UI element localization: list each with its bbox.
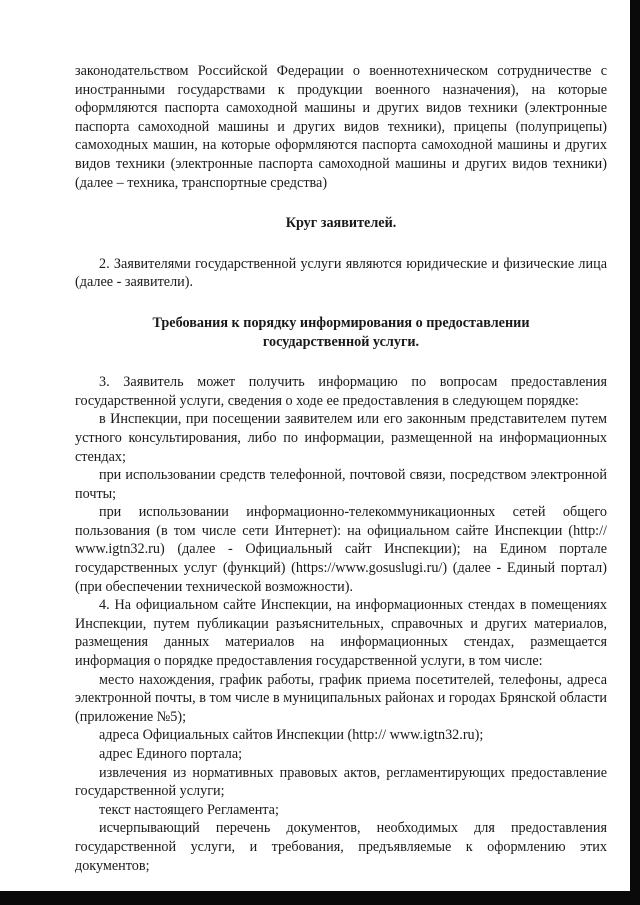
paragraph-3-item-2: при использовании средств телефонной, почтовой связи, посредством электронной почты; (75, 467, 607, 502)
paragraph-3-item-1: в Инспекции, при посещении заявителем или его законным представителем путем устного консультирования, либо по информации, размещенной на информационных стендах; (75, 411, 607, 465)
scan-edge-bottom (0, 891, 640, 905)
spacer (75, 233, 607, 255)
document-body (75, 62, 607, 875)
spacer (75, 292, 607, 314)
paragraph-4-item-4: извлечения из нормативных правовых актов, регламентирующих предоставление государственной услуги; (75, 764, 607, 800)
heading-requirements-line2: государственной услуги. (262, 333, 420, 350)
heading-requirements-line1: Требования к порядку информирования о предоставлении (152, 314, 530, 331)
paragraph-4-item-6: исчерпывающий перечень документов, необходимых для предоставления государственной услуги, и требования, предъявляемые к оформлению этих документов; (75, 820, 607, 874)
paragraph-4: 4. На официальном сайте Инспекции, на информационных стендах в помещениях Инспекции, путем публикации разъяснительных, справочных и других материалов, размещения данных материалов на информационных стендах, размещается информация о порядке предоставления государственной услуги, в том числе: (75, 597, 607, 670)
paragraph-4-item-1: место нахождения, график работы, график приема посетителей, телефоны, адреса электронной почты, в том числе в муниципальных районах и городах Брянской области (приложение №5); (75, 671, 607, 725)
scan-edge-right (630, 0, 640, 905)
paragraph-4-item-3: адрес Единого портала; (99, 746, 243, 762)
paragraph-3: 3. Заявитель может получить информацию по вопросам предоставления государственной услуги, сведения о ходе ее предоставления в следующем порядке: (75, 374, 607, 409)
spacer (75, 192, 607, 214)
spacer (75, 351, 607, 373)
paragraph-4-item-5: текст настоящего Регламента; (99, 801, 279, 818)
paragraph-3-item-3: при использовании информационно-телекоммуникационных сетей общего пользования (в том числе сети Интернет): на официальном сайте Инспекции (http:// www.igtn32.ru) (далее - Официальный сайт Инспекции); на Едином портале государственных услуг (функций) (https://www.gosuslugi.ru/) (далее - Единый портал) (при обеспечении технической возможности). (75, 504, 607, 595)
paragraph-2: 2. Заявителями государственной услуги являются юридические и физические лица (далее - заявители). (75, 255, 607, 291)
intro-paragraph: законодательством Российской Федерации о военнотехническом сотрудничестве с иностранными государствами к продукции военного назначения), на которые оформляются паспорта самоходной машины и других видов техники (электронные паспорта самоходной машины и других видов техники), прицепы (полуприцепы) самоходных машин, на которые оформляются паспорта самоходной машины и других видов техники (электронные паспорта самоходной машины и других видов техники) (далее – техника, транспортные средства) (75, 63, 607, 191)
paragraph-4-item-2: адреса Официальных сайтов Инспекции (http:// www.igtn32.ru); (99, 727, 484, 744)
heading-applicants: Круг заявителей. (285, 215, 397, 232)
